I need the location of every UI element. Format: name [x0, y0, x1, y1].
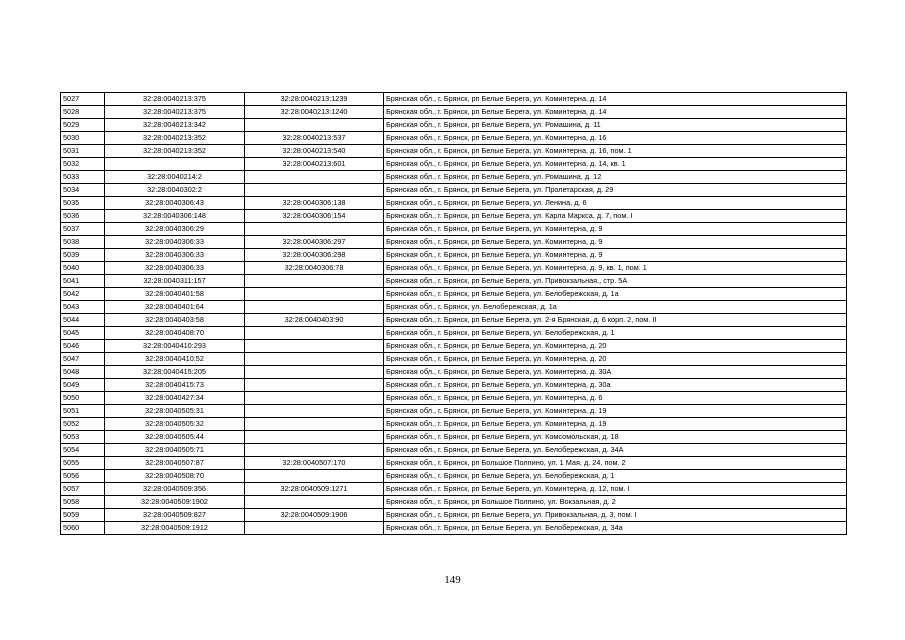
parcel-cadastral-number-cell: 32:28:0040214:2: [105, 171, 245, 184]
address-cell: Брянская обл., г. Брянск, рп Белые Берега, ул. Белобережская, д. 34а: [384, 522, 847, 535]
parcel-cadastral-number-cell: 32:28:0040213:375: [105, 93, 245, 106]
row-number-cell: 5032: [61, 158, 105, 171]
object-cadastral-number-cell: [245, 392, 384, 405]
row-number-cell: 5059: [61, 509, 105, 522]
address-cell: Брянская обл., г. Брянск, рп Белые Берега, ул. Белобережская, д. 34А: [384, 444, 847, 457]
address-cell: Брянская обл., г. Брянск, рп Белые Берега, ул. Ромашина, д. 12: [384, 171, 847, 184]
object-cadastral-number-cell: 32:28:0040213:540: [245, 145, 384, 158]
row-number-cell: 5057: [61, 483, 105, 496]
row-number-cell: 5042: [61, 288, 105, 301]
row-number-cell: 5052: [61, 418, 105, 431]
table-row: [61, 184, 847, 197]
table-row: [61, 145, 847, 158]
address-cell: Брянская обл., г. Брянск, рп Белые Берега, ул. Коминтерна, д. 20: [384, 340, 847, 353]
address-cell: Брянская обл., г. Брянск, рп Белые Берега, ул. Коминтерна, д. 14: [384, 93, 847, 106]
row-number-cell: 5041: [61, 275, 105, 288]
table-row: [61, 262, 847, 275]
parcel-cadastral-number-cell: 32:28:0040306:29: [105, 223, 245, 236]
table-row: [61, 93, 847, 106]
row-number-cell: 5045: [61, 327, 105, 340]
parcel-cadastral-number-cell: 32:28:0040509:827: [105, 509, 245, 522]
table-row: [61, 496, 847, 509]
parcel-cadastral-number-cell: 32:28:0040401:64: [105, 301, 245, 314]
address-cell: Брянская обл., г. Брянск, рп Большое Полпино, ул. Вокзальная, д. 2: [384, 496, 847, 509]
row-number-cell: 5053: [61, 431, 105, 444]
object-cadastral-number-cell: 32:28:0040306:154: [245, 210, 384, 223]
parcel-cadastral-number-cell: 32:28:0040306:33: [105, 262, 245, 275]
row-number-cell: 5028: [61, 106, 105, 119]
row-number-cell: 5047: [61, 353, 105, 366]
object-cadastral-number-cell: [245, 522, 384, 535]
table-row: [61, 392, 847, 405]
parcel-cadastral-number-cell: 32:28:0040509:1912: [105, 522, 245, 535]
parcel-cadastral-number-cell: 32:28:0040415:205: [105, 366, 245, 379]
table-row: [61, 119, 847, 132]
address-cell: Брянская обл., г. Брянск, рп Белые Берега, ул. Ромашина, д. 11: [384, 119, 847, 132]
parcel-cadastral-number-cell: [105, 158, 245, 171]
row-number-cell: 5044: [61, 314, 105, 327]
object-cadastral-number-cell: [245, 119, 384, 132]
table-row: [61, 418, 847, 431]
address-cell: Брянская обл., г. Брянск, рп Белые Берега, ул. Коминтерна, д. 20: [384, 353, 847, 366]
object-cadastral-number-cell: [245, 353, 384, 366]
address-cell: Брянская обл., г. Брянск, рп Белые Берега, ул. Коминтерна, д. 16: [384, 132, 847, 145]
address-cell: Брянская обл., г. Брянск, рп Белые Берега, ул. Коминтерна, д. 19: [384, 418, 847, 431]
object-cadastral-number-cell: 32:28:0040213:601: [245, 158, 384, 171]
object-cadastral-number-cell: [245, 340, 384, 353]
parcel-cadastral-number-cell: 32:28:0040410:52: [105, 353, 245, 366]
object-cadastral-number-cell: 32:28:0040306:298: [245, 249, 384, 262]
parcel-cadastral-number-cell: 32:28:0040505:32: [105, 418, 245, 431]
parcel-cadastral-number-cell: 32:28:0040507:87: [105, 457, 245, 470]
address-cell: Брянская обл., г. Брянск, рп Белые Берега, ул. Пролетарская, д. 29: [384, 184, 847, 197]
parcel-cadastral-number-cell: 32:28:0040302:2: [105, 184, 245, 197]
parcel-cadastral-number-cell: 32:28:0040213:352: [105, 132, 245, 145]
page-number: 149: [444, 574, 461, 586]
address-cell: Брянская обл., г. Брянск, рп Белые Берега, ул. Коминтерна, д. 9: [384, 223, 847, 236]
object-cadastral-number-cell: [245, 171, 384, 184]
object-cadastral-number-cell: 32:28:0040403:90: [245, 314, 384, 327]
object-cadastral-number-cell: 32:28:0040213:537: [245, 132, 384, 145]
parcel-cadastral-number-cell: 32:28:0040505:31: [105, 405, 245, 418]
table-row: [61, 457, 847, 470]
table-row: [61, 509, 847, 522]
address-cell: Брянская обл., г. Брянск, ул. Белобережская, д. 1а: [384, 301, 847, 314]
parcel-cadastral-number-cell: 32:28:0040306:43: [105, 197, 245, 210]
table-row: [61, 275, 847, 288]
table-row: [61, 223, 847, 236]
row-number-cell: 5036: [61, 210, 105, 223]
row-number-cell: 5049: [61, 379, 105, 392]
row-number-cell: 5058: [61, 496, 105, 509]
address-cell: Брянская обл., г. Брянск, рп Белые Берега, ул. Коминтерна, д. 30А: [384, 366, 847, 379]
parcel-cadastral-number-cell: 32:28:0040415:73: [105, 379, 245, 392]
object-cadastral-number-cell: [245, 418, 384, 431]
object-cadastral-number-cell: [245, 184, 384, 197]
row-number-cell: 5027: [61, 93, 105, 106]
parcel-cadastral-number-cell: 32:28:0040410:293: [105, 340, 245, 353]
object-cadastral-number-cell: [245, 405, 384, 418]
object-cadastral-number-cell: [245, 470, 384, 483]
row-number-cell: 5034: [61, 184, 105, 197]
table-row: [61, 483, 847, 496]
table-row: [61, 353, 847, 366]
object-cadastral-number-cell: [245, 496, 384, 509]
address-cell: Брянская обл., г. Брянск, рп Белые Берега, ул. Коминтерна, д. 14: [384, 106, 847, 119]
address-cell: Брянская обл., г. Брянск, рп Белые Берега, ул. Коминтерна, д. 9: [384, 236, 847, 249]
table-row: [61, 171, 847, 184]
table-row: [61, 522, 847, 535]
address-cell: Брянская обл., г. Брянск, рп Большое Полпино, ул. 1 Мая, д. 24, пом. 2: [384, 457, 847, 470]
row-number-cell: 5056: [61, 470, 105, 483]
object-cadastral-number-cell: 32:28:0040509:1271: [245, 483, 384, 496]
address-cell: Брянская обл., г. Брянск, рп Белые Берега, ул. Привокзальная,, стр. 5А: [384, 275, 847, 288]
table-row: [61, 327, 847, 340]
address-cell: Брянская обл., г. Брянск, рп Белые Берега, ул. Ленина, д. 6: [384, 197, 847, 210]
row-number-cell: 5060: [61, 522, 105, 535]
registry-table-body: [61, 93, 847, 535]
parcel-cadastral-number-cell: 32:28:0040509:356: [105, 483, 245, 496]
row-number-cell: 5029: [61, 119, 105, 132]
row-number-cell: 5038: [61, 236, 105, 249]
object-cadastral-number-cell: 32:28:0040306:138: [245, 197, 384, 210]
object-cadastral-number-cell: [245, 223, 384, 236]
address-cell: Брянская обл., г. Брянск, рп Белые Берега, ул. Белобережская, д. 1: [384, 327, 847, 340]
table-row: [61, 236, 847, 249]
table-row: [61, 431, 847, 444]
row-number-cell: 5040: [61, 262, 105, 275]
parcel-cadastral-number-cell: 32:28:0040509:1902: [105, 496, 245, 509]
object-cadastral-number-cell: [245, 379, 384, 392]
table-row: [61, 444, 847, 457]
table-row: [61, 340, 847, 353]
object-cadastral-number-cell: [245, 275, 384, 288]
parcel-cadastral-number-cell: 32:28:0040306:33: [105, 236, 245, 249]
table-row: [61, 470, 847, 483]
table-row: [61, 288, 847, 301]
table-row: [61, 132, 847, 145]
parcel-cadastral-number-cell: 32:28:0040213:375: [105, 106, 245, 119]
table-row: [61, 301, 847, 314]
row-number-cell: 5035: [61, 197, 105, 210]
address-cell: Брянская обл., г. Брянск, рп Белые Берега, ул. Коминтерна, д. 16, пом. 1: [384, 145, 847, 158]
parcel-cadastral-number-cell: 32:28:0040213:342: [105, 119, 245, 132]
object-cadastral-number-cell: 32:28:0040509:1906: [245, 509, 384, 522]
object-cadastral-number-cell: [245, 366, 384, 379]
row-number-cell: 5051: [61, 405, 105, 418]
parcel-cadastral-number-cell: 32:28:0040213:352: [105, 145, 245, 158]
address-cell: Брянская обл., г. Брянск, рп Белые Берега, ул. Коминтерна, д. 9, кв. 1, пом. 1: [384, 262, 847, 275]
object-cadastral-number-cell: 32:28:0040306:297: [245, 236, 384, 249]
table-row: [61, 379, 847, 392]
parcel-cadastral-number-cell: 32:28:0040505:71: [105, 444, 245, 457]
object-cadastral-number-cell: [245, 431, 384, 444]
parcel-cadastral-number-cell: 32:28:0040408:70: [105, 327, 245, 340]
parcel-cadastral-number-cell: 32:28:0040403:58: [105, 314, 245, 327]
parcel-cadastral-number-cell: 32:28:0040306:33: [105, 249, 245, 262]
row-number-cell: 5050: [61, 392, 105, 405]
address-cell: Брянская обл., г. Брянск, рп Белые Берега, ул. Коминтерна, д. 19: [384, 405, 847, 418]
address-cell: Брянская обл., г. Брянск, рп Белые Берега, ул. Белобережская, д. 1: [384, 470, 847, 483]
table-row: [61, 366, 847, 379]
row-number-cell: 5055: [61, 457, 105, 470]
table-row: [61, 106, 847, 119]
table-row: [61, 158, 847, 171]
row-number-cell: 5033: [61, 171, 105, 184]
parcel-cadastral-number-cell: 32:28:0040401:58: [105, 288, 245, 301]
address-cell: Брянская обл., г. Брянск, рп Белые Берега, ул. Комсомольская, д. 18: [384, 431, 847, 444]
address-cell: Брянская обл., г. Брянск, рп Белые Берега, ул. Привокзальная, д. 3, пом. I: [384, 509, 847, 522]
table-row: [61, 210, 847, 223]
parcel-cadastral-number-cell: 32:28:0040311:157: [105, 275, 245, 288]
address-cell: Брянская обл., г. Брянск, рп Белые Берега, ул. Коминтерна, д. 14, кв. 1: [384, 158, 847, 171]
row-number-cell: 5037: [61, 223, 105, 236]
row-number-cell: 5054: [61, 444, 105, 457]
address-cell: Брянская обл., г. Брянск, рп Белые Берега, ул. Белобережская, д. 1а: [384, 288, 847, 301]
row-number-cell: 5043: [61, 301, 105, 314]
object-cadastral-number-cell: 32:28:0040213:1240: [245, 106, 384, 119]
object-cadastral-number-cell: [245, 444, 384, 457]
row-number-cell: 5048: [61, 366, 105, 379]
parcel-cadastral-number-cell: 32:28:0040505:44: [105, 431, 245, 444]
address-cell: Брянская обл., г. Брянск, рп Белые Берега, ул. Карла Маркса, д. 7, пом. I: [384, 210, 847, 223]
row-number-cell: 5031: [61, 145, 105, 158]
table-row: [61, 197, 847, 210]
object-cadastral-number-cell: [245, 288, 384, 301]
table-row: [61, 249, 847, 262]
parcel-cadastral-number-cell: 32:28:0040508:70: [105, 470, 245, 483]
row-number-cell: 5039: [61, 249, 105, 262]
object-cadastral-number-cell: 32:28:0040306:78: [245, 262, 384, 275]
table-row: [61, 314, 847, 327]
address-cell: Брянская обл., г. Брянск, рп Белые Берега, ул. Коминтерна, д. 9: [384, 249, 847, 262]
address-cell: Брянская обл., г. Брянск, рп Белые Берега, ул. 2-я Брянская, д. 6 корп. 2, пом. II: [384, 314, 847, 327]
parcel-cadastral-number-cell: 32:28:0040306:148: [105, 210, 245, 223]
object-cadastral-number-cell: [245, 327, 384, 340]
registry-table: [60, 92, 847, 535]
object-cadastral-number-cell: 32:28:0040213:1239: [245, 93, 384, 106]
address-cell: Брянская обл., г. Брянск, рп Белые Берега, ул. Коминтерна, д. 6: [384, 392, 847, 405]
address-cell: Брянская обл., г. Брянск, рп Белые Берега, ул. Коминтерна, д. 30а: [384, 379, 847, 392]
object-cadastral-number-cell: 32:28:0040507:170: [245, 457, 384, 470]
parcel-cadastral-number-cell: 32:28:0040427:34: [105, 392, 245, 405]
address-cell: Брянская обл., г. Брянск, рп Белые Берега, ул. Коминтерна, д. 12, пом. I: [384, 483, 847, 496]
row-number-cell: 5046: [61, 340, 105, 353]
object-cadastral-number-cell: [245, 301, 384, 314]
row-number-cell: 5030: [61, 132, 105, 145]
table-row: [61, 405, 847, 418]
